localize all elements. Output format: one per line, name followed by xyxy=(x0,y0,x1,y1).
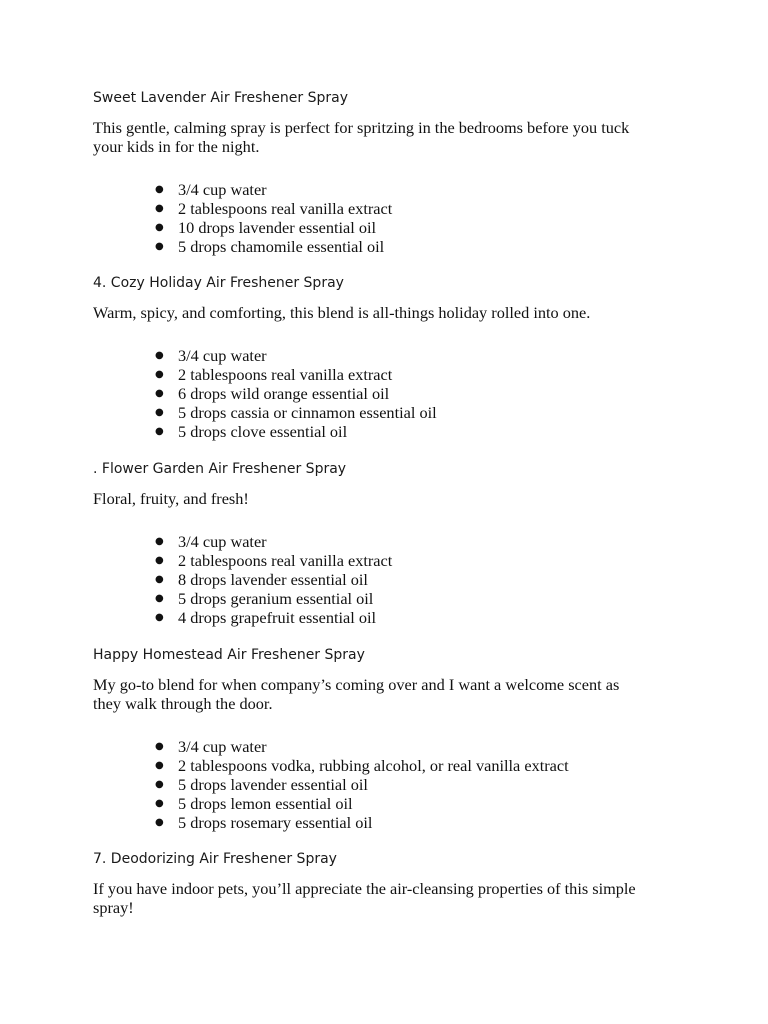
ingredient-list xyxy=(93,737,693,832)
recipe-section xyxy=(93,274,693,441)
description-line: This gentle, calming spray is perfect for spritzing in the bedrooms before you tuck xyxy=(93,118,630,137)
description-line: they walk through the door. xyxy=(93,694,273,713)
bullet-icon: ● xyxy=(155,574,164,585)
list-item: ● 5 drops rosemary essential oil xyxy=(155,813,373,832)
list-item: ● 4 drops grapefruit essential oil xyxy=(155,608,377,627)
list-item: ● 10 drops lavender essential oil xyxy=(155,218,377,237)
recipe-description xyxy=(93,118,693,156)
bullet-icon: ● xyxy=(155,203,164,214)
bullet-icon: ● xyxy=(155,350,164,361)
bullet-icon: ● xyxy=(155,241,164,252)
description-line: Floral, fruity, and fresh! xyxy=(93,489,249,508)
list-item: ● 6 drops wild orange essential oil xyxy=(155,384,390,403)
bullet-icon: ● xyxy=(155,741,164,752)
list-item: ● 3/4 cup water xyxy=(155,532,267,551)
list-item: ● 2 tablespoons real vanilla extract xyxy=(155,199,393,218)
list-item: ● 2 tablespoons vodka, rubbing alcohol, or real vanilla extract xyxy=(155,756,569,775)
list-item: ● 3/4 cup water xyxy=(155,346,267,365)
bullet-icon: ● xyxy=(155,222,164,233)
recipe-heading: Sweet Lavender Air Freshener Spray xyxy=(93,90,348,106)
description-line: spray! xyxy=(93,898,134,917)
description-line: If you have indoor pets, you’ll appreciate the air-cleansing properties of this simple xyxy=(93,879,636,898)
recipe-description xyxy=(93,303,693,322)
recipe-section xyxy=(93,646,693,832)
description-line: Warm, spicy, and comforting, this blend is all-things holiday rolled into one. xyxy=(93,303,591,322)
bullet-icon: ● xyxy=(155,760,164,771)
recipe-heading: 4. Cozy Holiday Air Freshener Spray xyxy=(93,275,344,291)
bullet-icon: ● xyxy=(155,555,164,566)
bullet-icon: ● xyxy=(155,798,164,809)
recipe-heading: Happy Homestead Air Freshener Spray xyxy=(93,647,365,663)
list-item: ● 2 tablespoons real vanilla extract xyxy=(155,365,393,384)
list-item: ● 5 drops lavender essential oil xyxy=(155,775,368,794)
recipe-section xyxy=(93,460,693,627)
recipe-section xyxy=(93,89,693,256)
recipe-heading: . Flower Garden Air Freshener Spray xyxy=(93,461,347,477)
list-item: ● 5 drops geranium essential oil xyxy=(155,589,374,608)
list-item: ● 5 drops lemon essential oil xyxy=(155,794,353,813)
bullet-icon: ● xyxy=(155,536,164,547)
description-line: your kids in for the night. xyxy=(93,137,260,156)
bullet-icon: ● xyxy=(155,369,164,380)
recipe-description xyxy=(93,879,693,917)
bullet-icon: ● xyxy=(155,184,164,195)
list-item: ● 3/4 cup water xyxy=(155,737,267,756)
bullet-icon: ● xyxy=(155,779,164,790)
ingredient-list xyxy=(93,532,693,627)
list-item: ● 2 tablespoons real vanilla extract xyxy=(155,551,393,570)
bullet-icon: ● xyxy=(155,593,164,604)
list-item: ● 5 drops cassia or cinnamon essential oil xyxy=(155,403,437,422)
recipe-description xyxy=(93,675,693,713)
recipe-section xyxy=(93,850,693,917)
recipe-description xyxy=(93,489,693,508)
list-item: ● 3/4 cup water xyxy=(155,180,267,199)
description-line: My go-to blend for when company’s coming over and I want a welcome scent as xyxy=(93,675,620,694)
bullet-icon: ● xyxy=(155,612,164,623)
list-item: ● 5 drops chamomile essential oil xyxy=(155,237,385,256)
recipe-heading: 7. Deodorizing Air Freshener Spray xyxy=(93,851,337,867)
ingredient-list xyxy=(93,346,693,441)
bullet-icon: ● xyxy=(155,388,164,399)
bullet-icon: ● xyxy=(155,407,164,418)
bullet-icon: ● xyxy=(155,426,164,437)
list-item: ● 8 drops lavender essential oil xyxy=(155,570,368,589)
ingredient-list xyxy=(93,180,693,256)
bullet-icon: ● xyxy=(155,817,164,828)
list-item: ● 5 drops clove essential oil xyxy=(155,422,348,441)
